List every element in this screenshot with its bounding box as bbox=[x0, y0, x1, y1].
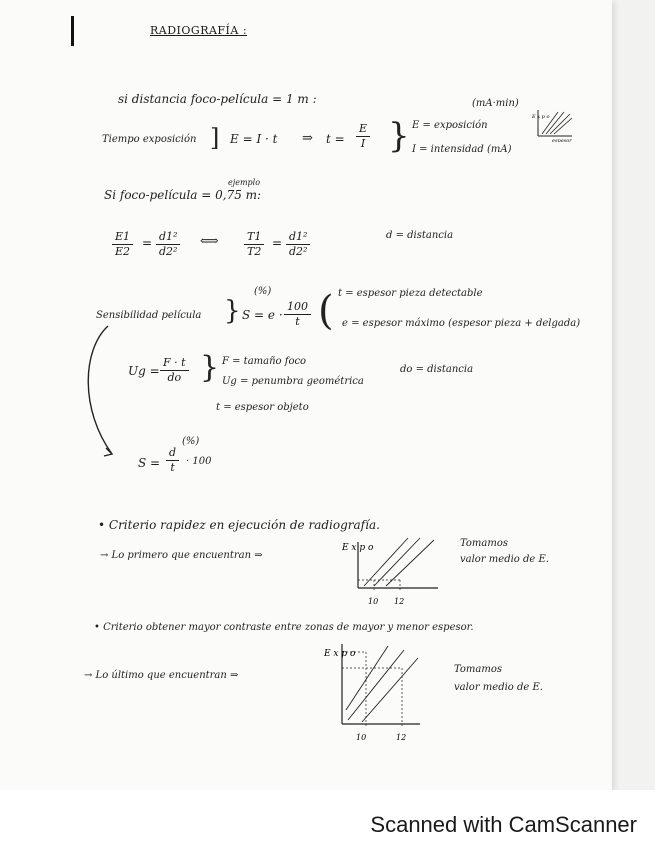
def-I: I = intensidad (mA) bbox=[412, 144, 512, 155]
exposure-label: Tiempo exposición bbox=[102, 134, 197, 145]
formula-t-lhs: t = bbox=[326, 132, 345, 146]
contrast-graph-y-label: E x p o bbox=[324, 649, 356, 659]
fraction-d1-d2-b bbox=[286, 230, 310, 259]
s-fraction bbox=[166, 446, 179, 475]
page-title: RADIOGRAFÍA : bbox=[150, 24, 248, 37]
bracket-3: } bbox=[224, 296, 241, 326]
sensitivity-fraction bbox=[284, 300, 311, 329]
formula-t-fraction bbox=[356, 122, 370, 151]
def-t-object: t = espesor objeto bbox=[216, 402, 309, 413]
s-tail: · 100 bbox=[186, 456, 212, 467]
speed-note-1: Tomamos bbox=[460, 538, 508, 549]
brace-1: } bbox=[388, 116, 410, 156]
ug-num: F · t bbox=[160, 356, 189, 371]
fraction-d1-d2 bbox=[156, 230, 180, 259]
speed-graph-y-label: E x p o bbox=[342, 543, 374, 553]
s-lhs: S = bbox=[138, 456, 161, 470]
speed-note-2: valor medio de E. bbox=[460, 554, 549, 565]
fraction-T1-T2 bbox=[244, 230, 264, 259]
contrast-graph bbox=[318, 640, 422, 744]
def-d: d = distancia bbox=[386, 230, 454, 241]
formula-E: E = I · t bbox=[230, 132, 278, 146]
paren-3: ( bbox=[318, 288, 334, 334]
bracket-4: } bbox=[200, 350, 220, 385]
f3-den: T2 bbox=[247, 245, 262, 258]
equals-sign-2: = bbox=[272, 236, 283, 250]
speed-arrow-line: → Lo primero que encuentran ⇒ bbox=[100, 550, 263, 561]
mini-graph-x-label: espesor bbox=[552, 138, 572, 142]
ug-lhs: Ug = bbox=[128, 364, 160, 378]
f4-num: d1² bbox=[286, 230, 310, 245]
ug-fraction bbox=[160, 356, 189, 385]
def-do: do = distancia bbox=[400, 364, 474, 375]
implies-arrow: ⇒ bbox=[302, 131, 313, 146]
formula-t-den: I bbox=[360, 137, 366, 150]
fraction-E1-E2 bbox=[112, 230, 133, 259]
equals-sign-1: = bbox=[142, 236, 153, 250]
def-E: E = exposición bbox=[412, 120, 488, 131]
exposure-unit: (mA·min) bbox=[472, 98, 519, 109]
equivalence-arrow: ⟺ bbox=[200, 234, 219, 249]
margin-mark bbox=[71, 16, 74, 46]
sensitivity-num: 100 bbox=[284, 300, 311, 315]
contrast-note-2: valor medio de E. bbox=[454, 682, 543, 693]
example-label: ejemplo bbox=[228, 178, 261, 187]
f2-num: d1² bbox=[156, 230, 180, 245]
contrast-tick-12: 12 bbox=[396, 733, 407, 742]
focus-film-line: Si foco-película = 0,75 m: bbox=[104, 188, 262, 202]
s-den: t bbox=[170, 461, 175, 474]
def-F: F = tamaño foco bbox=[222, 356, 307, 367]
scanner-watermark: Scanned with CamScanner bbox=[370, 812, 637, 837]
criterion-contrast: • Criterio obtener mayor contraste entre zonas de mayor y menor espesor. bbox=[94, 622, 474, 633]
s-num: d bbox=[166, 446, 179, 461]
f4-den: d2² bbox=[289, 245, 308, 258]
bracket-1: ] bbox=[210, 124, 220, 152]
s-percent: (%) bbox=[182, 436, 200, 447]
connector-arrow bbox=[78, 320, 118, 460]
def-e-max: e = espesor máximo (espesor pieza + delgada) bbox=[342, 318, 581, 329]
f3-num: T1 bbox=[244, 230, 264, 245]
ug-den: do bbox=[167, 371, 182, 384]
mini-exposure-graph bbox=[532, 108, 576, 142]
def-Ug: Ug = penumbra geométrica bbox=[222, 376, 364, 387]
speed-graph bbox=[338, 536, 442, 612]
sensitivity-den: t bbox=[295, 315, 300, 328]
sensitivity-percent: (%) bbox=[254, 286, 272, 297]
speed-tick-10: 10 bbox=[368, 597, 379, 606]
sensitivity-label: Sensibilidad película bbox=[96, 310, 202, 321]
criterion-speed: • Criterio rapidez en ejecución de radiografía. bbox=[98, 518, 380, 532]
f2-den: d2² bbox=[159, 245, 178, 258]
contrast-arrow-line: → Lo último que encuentran ⇒ bbox=[84, 670, 239, 681]
contrast-tick-10: 10 bbox=[356, 733, 367, 742]
f1-den: E2 bbox=[115, 245, 131, 258]
def-t-detectable: t = espesor pieza detectable bbox=[338, 288, 483, 299]
speed-tick-12: 12 bbox=[394, 597, 405, 606]
contrast-note-1: Tomamos bbox=[454, 664, 502, 675]
distance-line: si distancia foco-película = 1 m : bbox=[118, 92, 317, 106]
f1-num: E1 bbox=[112, 230, 133, 245]
formula-t-num: E bbox=[356, 122, 370, 137]
sensitivity-lhs: S = e · bbox=[242, 308, 283, 322]
mini-graph-y-label: E x p o bbox=[532, 114, 550, 120]
